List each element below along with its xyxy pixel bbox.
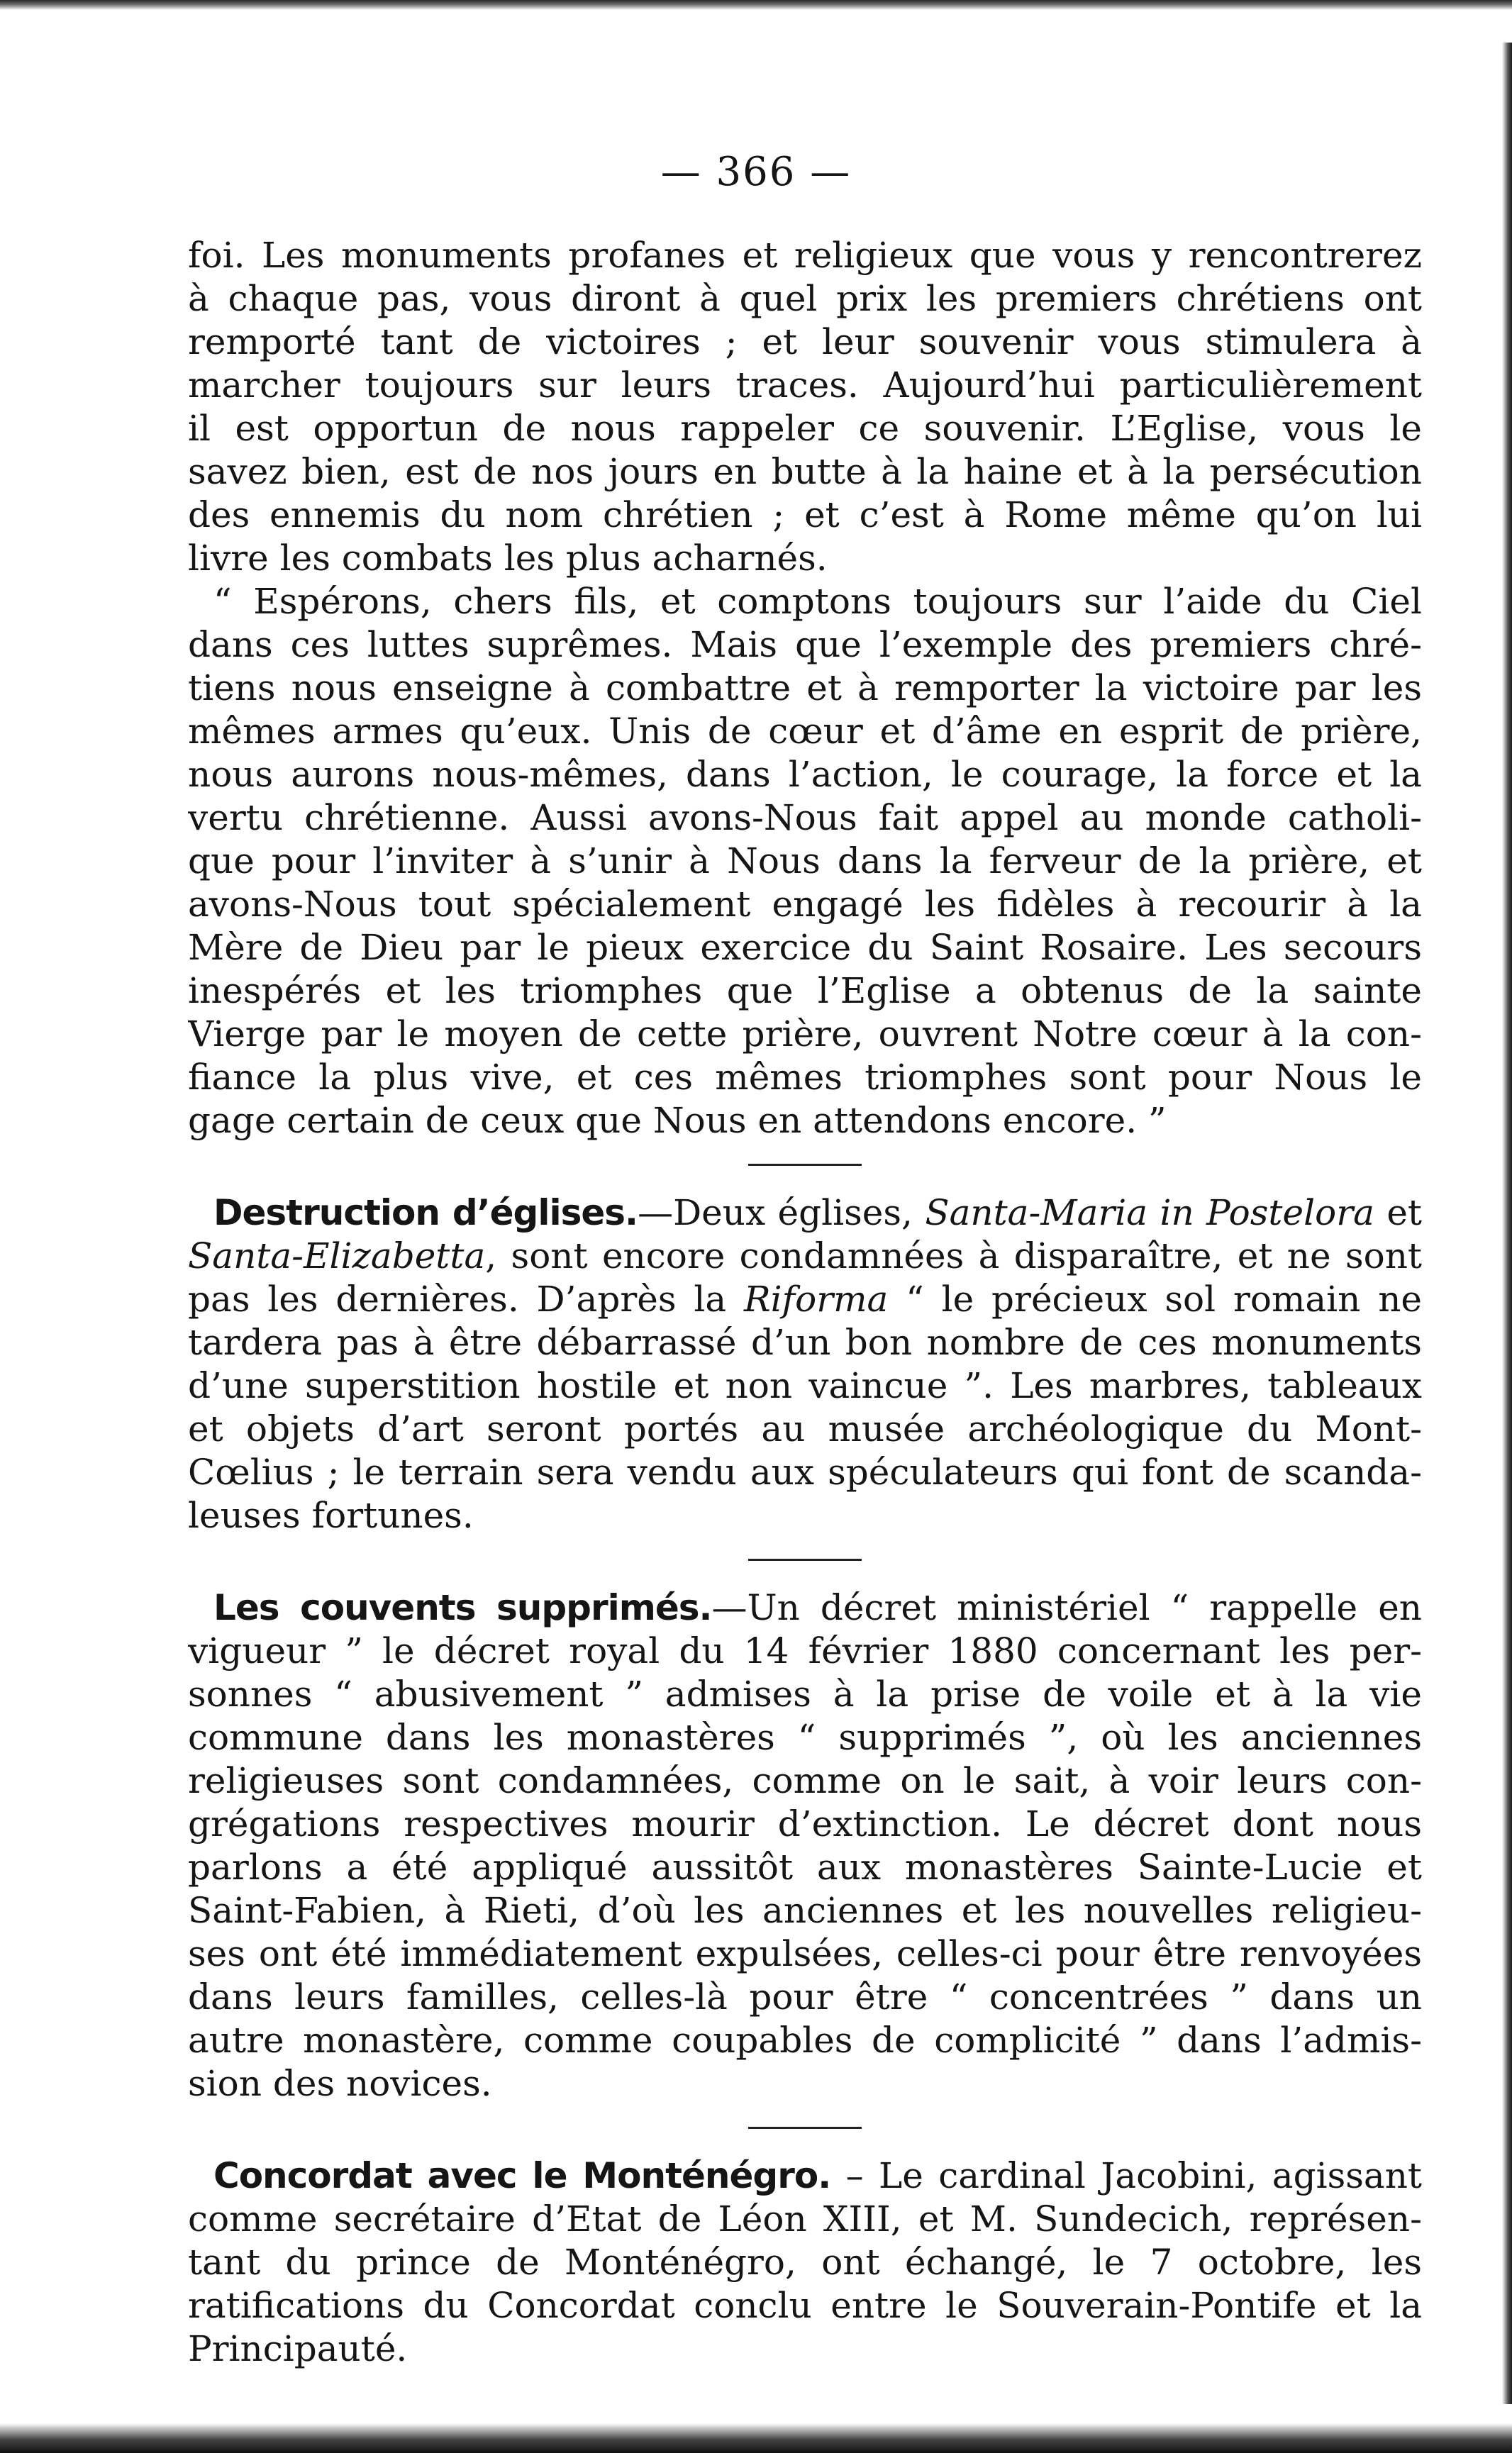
text-line: avons-Nous tout spécialement engagé les fidèles à recourir à la xyxy=(188,884,1422,925)
text-line: Saint-Fabien, à Rieti, d’où les anciennes et les nouvelles religieu- xyxy=(188,1890,1422,1931)
text-line: autre monastère, comme coupables de complicité ” dans l’admis- xyxy=(188,2020,1422,2061)
text-line: leuses fortunes. xyxy=(188,1495,474,1536)
text-line: Santa-Elizabetta, sont encore condamnées à disparaître, et ne sont xyxy=(188,1235,1422,1276)
section-heading: Destruction d’églises. xyxy=(213,1192,638,1233)
text-line: foi. Les monuments profanes et religieux que vous y rencontrerez xyxy=(188,235,1422,276)
text-line: Mère de Dieu par le pieux exercice du Saint Rosaire. Les secours xyxy=(188,927,1422,968)
scan-top-edge xyxy=(0,0,1512,10)
text-line: il est opportun de nous rappeler ce souvenir. L’Eglise, vous le xyxy=(188,408,1422,449)
text-line: Cœlius ; le terrain sera vendu aux spéculateurs qui font de scanda- xyxy=(188,1452,1422,1493)
scan-right-edge xyxy=(1502,43,1512,2404)
text-line: mêmes armes qu’eux. Unis de cœur et d’âme en esprit de prière, xyxy=(188,711,1422,752)
text-line: dans ces luttes suprêmes. Mais que l’exemple des premiers chré- xyxy=(188,624,1422,665)
text-line: marcher toujours sur leurs traces. Aujourd’hui particulièrement xyxy=(188,365,1422,406)
text-line: grégations respectives mourir d’extinction. Le décret dont nous xyxy=(188,1803,1422,1845)
text-line: sonnes “ abusivement ” admises à la prise de voile et à la vie xyxy=(188,1674,1422,1715)
section-heading: Les couvents supprimés. xyxy=(213,1587,712,1628)
text-line: remporté tant de victoires ; et leur souvenir vous stimulera à xyxy=(188,321,1422,362)
text-line: Vierge par le moyen de cette prière, ouvrent Notre cœur à la con- xyxy=(188,1013,1422,1055)
text-line: à chaque pas, vous diront à quel prix les premiers chrétiens ont xyxy=(188,278,1422,319)
section-divider xyxy=(748,1164,862,1166)
text-line: Concordat avec le Monténégro. – Le cardinal Jacobini, agissant xyxy=(213,2155,1422,2196)
text-line: savez bien, est de nos jours en butte à la haine et à la persécution xyxy=(188,451,1422,492)
text-line: vertu chrétienne. Aussi avons-Nous fait appel au monde catholi- xyxy=(188,797,1422,838)
text-line: que pour l’inviter à s’unir à Nous dans la ferveur de la prière, et xyxy=(188,840,1422,881)
section-heading: Concordat avec le Monténégro. xyxy=(213,2155,831,2196)
scan-bottom-edge xyxy=(0,2423,1512,2453)
text-line: d’une superstition hostile et non vaincue ”. Les marbres, tableaux xyxy=(188,1365,1422,1406)
text-line: vigueur ” le décret royal du 14 février 1880 concernant les per- xyxy=(188,1630,1422,1672)
concordat-paragraph xyxy=(188,2154,1422,2371)
text-line: ratifications du Concordat conclu entre le Souverain-Pontife et la xyxy=(188,2285,1422,2326)
section-divider xyxy=(748,1559,862,1561)
text-line: et objets d’art seront portés au musée archéologique du Mont- xyxy=(188,1408,1422,1450)
text-line: des ennemis du nom chrétien ; et c’est à Rome même qu’on lui xyxy=(188,494,1422,535)
text-line: ses ont été immédiatement expulsées, celles-ci pour être renvoyées xyxy=(188,1933,1422,1974)
text-line: “ Espérons, chers fils, et comptons toujours sur l’aide du Ciel xyxy=(213,581,1422,622)
text-line: Destruction d’églises.—Deux églises, Santa-Maria in Postelora et xyxy=(213,1192,1422,1233)
text-line: Les couvents supprimés.—Un décret ministériel “ rappelle en xyxy=(213,1587,1422,1628)
text-line: tiens nous enseigne à combattre et à remporter la victoire par les xyxy=(188,667,1422,708)
convents-paragraph xyxy=(188,1586,1422,2106)
text-line: pas les dernières. D’après la Riforma “ le précieux sol romain ne xyxy=(188,1279,1422,1320)
intro-paragraph xyxy=(188,234,1422,1142)
text-line: commune dans les monastères “ supprimés ”, où les anciennes xyxy=(188,1717,1422,1758)
section-divider xyxy=(748,2127,862,2129)
destruction-paragraph xyxy=(188,1191,1422,1537)
text-line: dans leurs familles, celles-là pour être “ concentrées ” dans un xyxy=(188,1976,1422,2018)
text-line: parlons a été appliqué aussitôt aux monastères Sainte-Lucie et xyxy=(188,1847,1422,1888)
text-line: fiance la plus vive, et ces mêmes triomphes sont pour Nous le xyxy=(188,1057,1422,1098)
page-number: — 366 — xyxy=(660,149,852,195)
text-line: comme secrétaire d’Etat de Léon XIII, et M. Sundecich, représen- xyxy=(188,2198,1422,2240)
text-line: nous aurons nous-mêmes, dans l’action, le courage, la force et la xyxy=(188,754,1422,795)
text-line: tardera pas à être débarrassé d’un bon nombre de ces monuments xyxy=(188,1322,1422,1363)
text-line: tant du prince de Monténégro, ont échangé, le 7 octobre, les xyxy=(188,2242,1422,2283)
text-line: Principauté. xyxy=(188,2328,408,2369)
text-line: gage certain de ceux que Nous en attendons encore. ” xyxy=(188,1100,1167,1141)
text-line: sion des novices. xyxy=(188,2063,492,2104)
text-line: livre les combats les plus acharnés. xyxy=(188,538,828,579)
page-text xyxy=(188,234,1422,2371)
text-line: religieuses sont condamnées, comme on le sait, à voir leurs con- xyxy=(188,1760,1422,1801)
text-line: inespérés et les triomphes que l’Eglise a obtenus de la sainte xyxy=(188,970,1422,1011)
